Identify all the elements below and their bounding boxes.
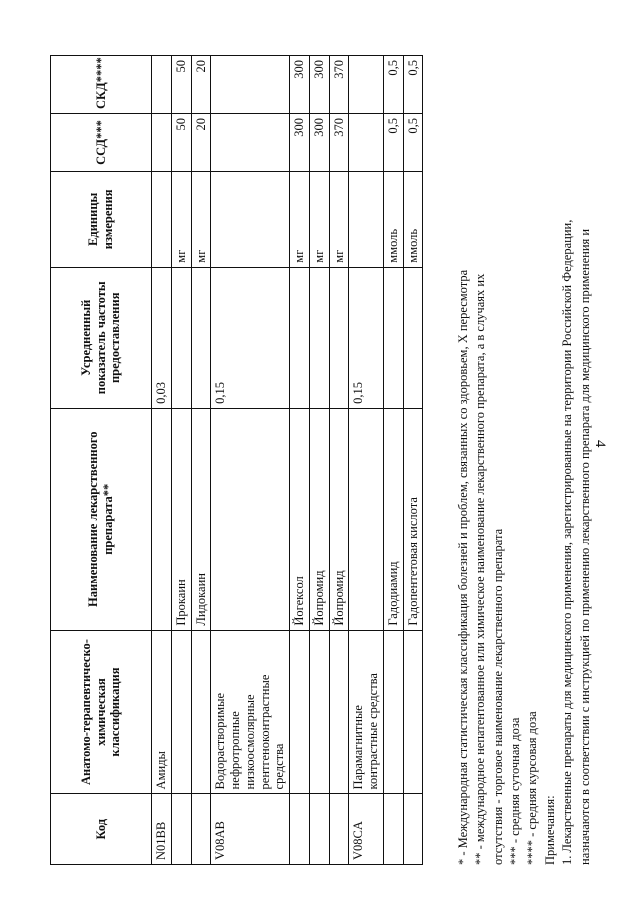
footnote-ssd: *** - средняя суточная доза [507, 717, 522, 865]
cell-unit [152, 171, 172, 267]
cell-frequency: 0,03 [152, 267, 172, 408]
cell-frequency [403, 267, 423, 408]
cell-frequency [383, 267, 403, 408]
footnote-skd: **** - средняя курсовая доза [525, 711, 539, 865]
cell-drug-name: Лидокаин [191, 408, 211, 630]
cell-ssd: 50 [171, 114, 191, 172]
cell-ssd [152, 114, 172, 172]
page-number: 4 [592, 440, 608, 448]
cell-unit [349, 171, 384, 267]
table-row [403, 56, 423, 865]
cell-code [191, 794, 211, 865]
cell-ssd: 0,5 [383, 114, 403, 172]
cell-frequency [309, 267, 329, 408]
header-frequency: Усредненный показатель частоты предоставления [51, 267, 152, 408]
cell-drug-name: Прокаин [171, 408, 191, 630]
cell-drug-name: Йопромид [309, 408, 329, 630]
cell-code: N01BB [152, 794, 172, 865]
footnote-inn-continued: отсутствия - торговое наименование лекарственного препарата [490, 528, 505, 865]
cell-code: V08AB [211, 794, 290, 865]
cell-ssd [349, 114, 384, 172]
cell-ssd: 20 [191, 114, 211, 172]
cell-drug-name [349, 408, 384, 630]
header-drug-name: Наименование лекарственного препарата** [51, 408, 152, 630]
remark-item-1: 1. Лекарственные препараты для медицинского применения, зарегистрированные на территории Российской Федерации, [560, 219, 575, 865]
cell-ssd: 300 [309, 114, 329, 172]
table-header-row [51, 56, 152, 865]
cell-ssd: 370 [329, 114, 349, 172]
cell-code [383, 794, 403, 865]
cell-skd: 50 [171, 56, 191, 114]
cell-skd [349, 56, 384, 114]
cell-unit: ммоль [403, 171, 423, 267]
cell-drug-name: Йогексол [290, 408, 310, 630]
cell-drug-name: Гадопентетовая кислота [403, 408, 423, 630]
cell-code [403, 794, 423, 865]
cell-unit [211, 171, 290, 267]
header-skd: СКД**** [51, 56, 152, 114]
cell-frequency [329, 267, 349, 408]
cell-code [309, 794, 329, 865]
table-row [329, 56, 349, 865]
cell-unit: мг [191, 171, 211, 267]
cell-skd: 0,5 [403, 56, 423, 114]
cell-skd: 370 [329, 56, 349, 114]
cell-ssd [211, 114, 290, 172]
cell-code [290, 794, 310, 865]
cell-atc [290, 630, 310, 794]
cell-atc: Амиды [152, 630, 172, 794]
table-row [349, 56, 384, 865]
cell-drug-name [152, 408, 172, 630]
cell-drug-name [211, 408, 290, 630]
footnote-inn: ** - международное непатентованное или химическое наименование лекарственного препарата, а в случаях их [473, 273, 488, 865]
remarks-title: Примечания: [543, 795, 557, 865]
drug-table [50, 55, 423, 865]
cell-ssd: 300 [290, 114, 310, 172]
cell-atc [191, 630, 211, 794]
table-row [290, 56, 310, 865]
cell-atc [171, 630, 191, 794]
cell-frequency: 0,15 [349, 267, 384, 408]
cell-unit: мг [290, 171, 310, 267]
table-row [171, 56, 191, 865]
cell-unit: ммоль [383, 171, 403, 267]
cell-skd: 300 [309, 56, 329, 114]
rotated-page [50, 45, 610, 865]
cell-unit: мг [171, 171, 191, 267]
header-ssd: ССД*** [51, 114, 152, 172]
header-code: Код [51, 794, 152, 865]
cell-atc [309, 630, 329, 794]
cell-drug-name: Гадодиамид [383, 408, 403, 630]
cell-frequency [191, 267, 211, 408]
cell-unit: мг [309, 171, 329, 267]
header-atc: Анатомо-терапевтическо-химическая классификация [51, 630, 152, 794]
cell-code [329, 794, 349, 865]
table-row [309, 56, 329, 865]
cell-unit: мг [329, 171, 349, 267]
cell-skd: 300 [290, 56, 310, 114]
cell-skd [152, 56, 172, 114]
cell-atc [329, 630, 349, 794]
remark-item-1-continued: назначаются в соответствии с инструкцией по применению лекарственного препарата для медицинского применения и [577, 228, 592, 865]
table-row [383, 56, 403, 865]
cell-skd: 0,5 [383, 56, 403, 114]
cell-atc: Парамагнитные контрастные средства [349, 630, 384, 794]
cell-code [171, 794, 191, 865]
cell-frequency [290, 267, 310, 408]
header-unit: Единицы измерения [51, 171, 152, 267]
footnotes [455, 55, 541, 865]
table-row [211, 56, 290, 865]
cell-frequency [171, 267, 191, 408]
remarks [542, 55, 594, 865]
cell-code: V08CA [349, 794, 384, 865]
table-row [152, 56, 172, 865]
cell-skd: 20 [191, 56, 211, 114]
cell-frequency: 0,15 [211, 267, 290, 408]
cell-skd [211, 56, 290, 114]
cell-atc: Водорастворимые нефротропные низкоосмолярные рентгеноконтрастные средства [211, 630, 290, 794]
cell-drug-name: Йопромид [329, 408, 349, 630]
table-row [191, 56, 211, 865]
cell-ssd: 0,5 [403, 114, 423, 172]
cell-atc [403, 630, 423, 794]
cell-atc [383, 630, 403, 794]
footnote-icd: * - Международная статистическая классификация болезней и проблем, связанных со здоровьем, X пересмотра [456, 269, 470, 865]
